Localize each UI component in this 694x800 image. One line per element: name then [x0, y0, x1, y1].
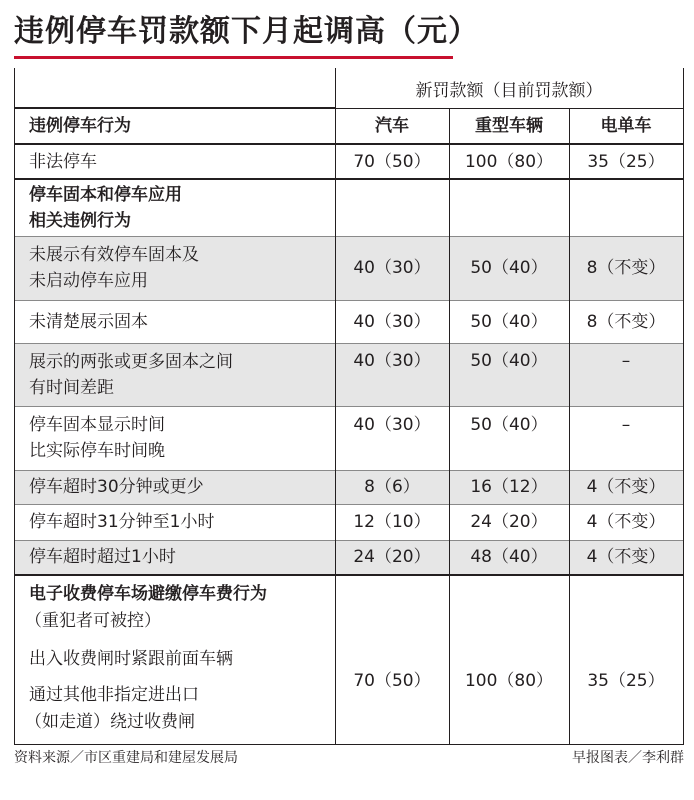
table-row [15, 470, 683, 504]
car-fine: 12（10） [353, 512, 431, 532]
row-label: 停车超时31分钟至1小时 [29, 512, 215, 532]
fines-table [14, 68, 684, 745]
divider [15, 236, 683, 237]
car-fine: 24（20） [353, 547, 431, 567]
heavy-fine: 48（40） [470, 547, 548, 567]
car-fine: 8（6） [364, 477, 420, 497]
row-label: 出入收费闸时紧跟前面车辆 [29, 649, 233, 669]
section-title-line1: 停车固本和停车应用 [29, 185, 182, 205]
column-divider [449, 108, 450, 745]
divider [15, 406, 683, 407]
heavy-fine: 100（80） [464, 151, 554, 172]
car-fine: 40（30） [353, 311, 431, 332]
motorcycle-fine: – [621, 351, 631, 371]
eps-section [15, 576, 683, 745]
row-label-line2: 未启动停车应用 [29, 271, 148, 291]
row-label [15, 236, 335, 300]
divider [15, 470, 683, 471]
row-label: 停车超时超过1小时 [29, 547, 176, 567]
motorcycle-fine: 8（不变） [586, 311, 666, 332]
heavy-fine: 50（40） [470, 351, 548, 371]
divider [15, 540, 683, 541]
car-fine: 40（30） [353, 258, 431, 278]
heavy-fine: 50（40） [470, 311, 548, 332]
group-header: 新罚款额（目前罚款额） [415, 80, 603, 101]
table-row [15, 540, 683, 574]
car-fine: 70（50） [353, 151, 431, 172]
row-label-line2: （如走道）绕过收费闸 [25, 712, 195, 732]
header-behaviour: 违例停车行为 [29, 115, 131, 136]
table-row [15, 145, 683, 178]
page-title: 违例停车罚款额下月起调高（元） [14, 14, 479, 49]
car-fine: 40（30） [353, 415, 431, 435]
car-fine: 70（50） [353, 670, 431, 691]
motorcycle-fine: 35（25） [587, 151, 665, 172]
section-header-row [15, 180, 683, 236]
header-motorcycle: 电单车 [600, 115, 652, 136]
row-label: 非法停车 [29, 151, 97, 172]
row-label-line1: 展示的两张或更多固本之间 [29, 351, 233, 372]
table-row [15, 300, 683, 343]
motorcycle-fine: 35（25） [587, 670, 665, 691]
table-row [15, 236, 683, 300]
row-label [15, 343, 335, 406]
section-title-line2: 相关违例行为 [29, 211, 131, 231]
row-label: 停车超时30分钟或更少 [29, 477, 204, 497]
section-subtitle: （重犯者可被控） [25, 611, 161, 631]
heavy-fine: 50（40） [470, 258, 548, 278]
car-fine: 40（30） [353, 351, 431, 371]
divider [15, 300, 683, 301]
motorcycle-fine: 4（不变） [586, 477, 666, 497]
heavy-fine: 100（80） [464, 670, 554, 691]
motorcycle-fine: 4（不变） [586, 512, 666, 532]
divider [15, 343, 683, 344]
heavy-fine: 50（40） [470, 415, 548, 435]
row-label-line1: 通过其他非指定进出口 [29, 685, 199, 705]
row-label [15, 406, 335, 470]
header-car: 汽车 [375, 115, 409, 136]
row-label-line2: 有时间差距 [29, 377, 114, 398]
column-divider [569, 108, 570, 745]
heavy-fine: 16（12） [470, 477, 548, 497]
group-header-row [15, 68, 683, 108]
credit-note: 早报图表／李利群 [572, 750, 684, 766]
divider [15, 107, 335, 109]
column-header-row [15, 108, 683, 143]
section-title: 电子收费停车场避缴停车费行为 [29, 584, 267, 604]
row-label-line1: 停车固本显示时间 [29, 415, 165, 435]
section-title [15, 180, 335, 236]
row-label: 未清楚展示固本 [29, 311, 148, 332]
table-row [15, 504, 683, 540]
header-heavy-vehicle: 重型车辆 [475, 115, 543, 136]
column-divider [335, 68, 336, 745]
heavy-fine: 24（20） [470, 512, 548, 532]
row-label-line2: 比实际停车时间晚 [29, 441, 165, 461]
title-underline [14, 56, 453, 59]
table-row [15, 406, 683, 470]
divider [15, 504, 683, 505]
motorcycle-fine: 8（不变） [586, 258, 666, 278]
motorcycle-fine: 4（不变） [586, 547, 666, 567]
motorcycle-fine: – [621, 415, 631, 435]
source-note: 资料来源／市区重建局和建屋发展局 [14, 750, 238, 766]
row-label-line1: 未展示有效停车固本及 [29, 245, 199, 265]
table-row [15, 343, 683, 406]
